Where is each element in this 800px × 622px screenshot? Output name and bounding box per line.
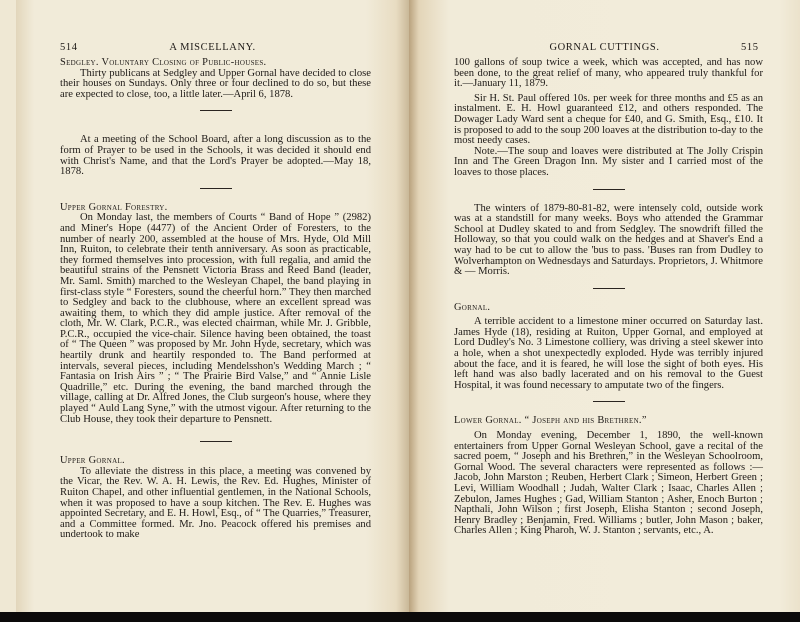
section-divider (200, 441, 232, 442)
paragraph: On Monday evening, December 1, 1890, the well-known entertainers from Upper Gornal Wesleyan School, gave a recital of the sacred poem, “ Joseph and his Brethren,” in the Wesleyan Schoolroom, Gornal Wood. The several characters were represented as follows :—Jacob, John Marston ; Reuben, Herbert Clark ; Simeon, Herbert Green ; Levi, William Woodhall ; Judah, Walter Clark ; Isaac, Charles Allen ; Zebulon, James Hughes ; Gad, William Stanton ; Asher, Enoch Burton ; Napthali, John Wilson ; first Joseph, Elisha Stanton ; second Joseph, Henry Bradley ; Benjamin, Fred. Williams ; butler, John Mason ; baker, Charles Allen ; King Pharoh, W. J. Stanton ; servants, etc., A. (454, 430, 763, 537)
running-head-left (16, 42, 409, 53)
section-divider (593, 401, 625, 402)
section-soup-kitchen (454, 58, 763, 179)
paragraph: On Monday last, the members of Courts “ Band of Hope ” (2982) and Miner's Hope (4477) of the Ancient Order of Foresters, to the number of nearly 200, assembled at the house of Mrs. Hyde, Old Mill Inn, Ruiton, to celebrate their tenth anniversary. As soon as practicable, they formed themselves into procession, with full regalia, and amid the beautiful strains of the Pensnett Victoria Brass and Reed Band (leader, Mr. Saml. Smith) marched to the Wesleyan Chapel, the band playing in first-class style “ Foresters, sound the cheerful horn.” They then marched to Sedgley and back to the clubhouse, where an excellent spread was awaiting them, to which they did ample justice. After removal of the cloth, Mr. W. Clark, P.C.R., was elected chairman, while Mr. J. Gribble, P.C.R., occupied the vice-chair. Silence having been obtained, the toast of “ The Queen ” was proposed by Mr. John Hyde, secretary, which was heartily drunk and heartily responded to. The Band performed at intervals, several pieces, including Mendelsshon's Wedding March ; “ Fantasia on Irish Airs ” ; “ The Prairie Bird Valse,” and “ Annie Lisle Quadrille,” etc. During the evening, the band marched through the village, calling at Dr. Alfred Jones, the Club surgeon's house, where they played “ Auld Lang Syne,” with the utmost vigour. After returning to the Club House, they took their departure to Pensnett. (60, 212, 371, 425)
section-divider (593, 189, 625, 190)
section-sedgley (60, 58, 371, 100)
section-heading: Upper Gornal. (60, 455, 125, 467)
paragraph: The winters of 1879-80-81-82, were intensely cold, outside work was at a standstill for many weeks. Boys who attended the Grammar School at Dudley skated to and from Sedgley. The snowdrift filled the Holloway, so that you could walk on the hedges and at Shaver's End a way had to be cut to allow the 'bus to pass. 'Buses ran from Dudley to Wolverhampton on Wednesdays and Saturdays. Proprietors, J. Whitmore & — Morris. (454, 202, 763, 278)
section-winters (454, 204, 763, 278)
paragraph: To alleviate the distress in this place, a meeting was convened by the Vicar, the Rev. W. A. H. Lewis, the Rev. Ed. Hughes, Minister of Ruiton Chapel, and other influential gentlemen, in the National Schools, when it was proposed to have a soup kitchen. The Rev. E. Hughes was appointed Secretary, and E. H. Howl, Esq., of “ The Quarries,” Treasurer, and a Committee formed. Mr. Jno. Peacock offered his premises and undertook to make (60, 465, 371, 541)
paragraph: A terrible accident to a limestone miner occurred on Saturday last. James Hyde (18), residing at Ruiton, Upper Gornal, and employed at Lord Dudley's No. 3 Limestone colliery, was driving a steel skewer into a hole, when a shot unexpectedly exploded. Hyde was terribly injured about the face, and it is feared, he will lose the sight of both eyes. His left hand was also badly lacerated and on his removal to the Guest Hospital, it was found necessary to amputate two of the fingers. (454, 316, 763, 391)
section-lower-gornal (454, 416, 763, 537)
section-upper-gornal (60, 456, 371, 541)
paragraph: At a meeting of the School Board, after a long discussion as to the form of Prayer to be used in the Schools, it was decided it should end with Christ's Name, and that the Lord's Prayer be adopted.—May 18, 1878. (60, 134, 371, 178)
section-heading: Upper Gornal Forestry. (60, 201, 168, 213)
running-head-left-text: A MISCELLANY. (169, 42, 256, 53)
paragraph: 100 gallons of soup twice a week, which was accepted, and has now been done, to the great relief of many, who appeared truly thankful for it.—January 11, 1879. (454, 57, 763, 90)
left-page (16, 0, 409, 615)
running-head-right-text: GORNAL CUTTINGS. (549, 42, 660, 53)
section-upper-gornal-forestry (60, 203, 371, 425)
page-number-left: 514 (60, 42, 78, 53)
section-heading: Gornal. (454, 301, 491, 313)
paragraph: Sir H. St. Paul offered 10s. per week for three months and £5 as an instalment. E. H. Howl guaranteed £12, and others responded. The Dowager Lady Ward sent a cheque for £40, and G. Smith, Esq., £10. It is proposed to add to the soup 200 loaves at the distribution to-day to the most needy cases. (454, 92, 763, 147)
section-divider (200, 110, 232, 111)
section-divider (200, 188, 232, 189)
paragraph: Thirty publicans at Sedgley and Upper Gornal have decided to close their houses on Sundays. Only three or four declined to do so, but these are expected to close, too, a little later.—April 6, 1878. (60, 67, 371, 100)
section-gornal-accident (454, 303, 763, 392)
section-divider (593, 288, 625, 289)
section-school-board (60, 135, 371, 177)
right-page (409, 0, 800, 612)
scan-bottom-border (0, 612, 800, 622)
paragraph: Note.—The soup and loaves were distributed at The Jolly Crispin Inn and The Green Dragon Inn. My sister and I carried most of the loaves to those places. (454, 145, 763, 178)
right-page-body (454, 58, 763, 537)
section-heading: Lower Gornal. “ Joseph and his Brethren.” (454, 415, 647, 427)
section-heading: Sedgley. Voluntary Closing of Public-houses. (60, 57, 267, 68)
left-page-body (60, 58, 371, 541)
page-number-right: 515 (741, 42, 759, 53)
